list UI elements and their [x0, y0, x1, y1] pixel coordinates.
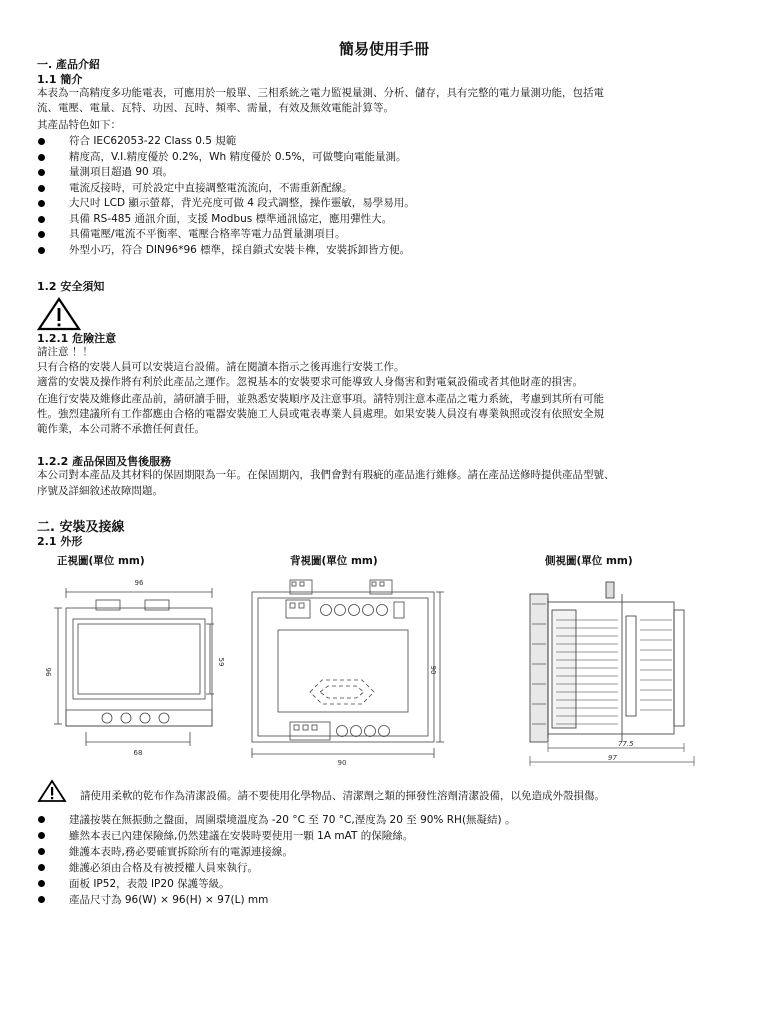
warranty-line-1: 本公司對本產品及其材料的保固期限為一年。在保固期內，我們會對有瑕疵的產品進行維修。請在產品送修時提供產品型號、: [37, 469, 615, 481]
bullet-icon: [38, 247, 45, 254]
bullet-icon: [38, 185, 45, 192]
front-view-drawing: [40, 572, 230, 767]
bullet-icon: [38, 816, 45, 823]
warning-triangle-icon: [37, 297, 81, 331]
bullet-icon: [38, 169, 45, 176]
dim-side-inner: 77.5: [618, 740, 634, 748]
list-item: 具備 RS-485 通訊介面，支援 Modbus 標準通訊協定，應用彈性大。: [37, 212, 415, 228]
side-view-label: 側視圖(單位 mm): [545, 555, 633, 567]
dim-front-window: 59: [217, 657, 225, 667]
list-item: 面板 IP52，表殼 IP20 保護等級。: [37, 876, 515, 892]
list-item: 電流反接時，可於設定中直接調整電流流向，不需重新配線。: [37, 181, 415, 197]
list-item: 維護本表時,務必要確實拆除所有的電源連接線。: [37, 844, 515, 860]
section-danger: 1.2.1 危險注意: [37, 332, 117, 345]
intro-line-1: 本表為一高精度多功能電表，可應用於一般單、三相系統之電力監視量測、分析、儲存，具有完整的電力量測功能，包括電: [37, 87, 604, 99]
list-item: 建議按裝在無振動之盤面，周圍環境溫度為 -20 °C 至 70 °C,溼度為 20 至 90% RH(無凝結) 。: [37, 812, 515, 828]
list-item: 雖然本表已內建保險絲,仍然建議在安裝時要使用一顆 1A mAT 的保險絲。: [37, 828, 515, 844]
warning-line-4: 性。強烈建議所有工作都應由合格的電器安裝施工人員或電表專業人員處理。如果安裝人員沒有專業執照或沒有依照安全規: [37, 408, 604, 420]
dim-back-width: 90: [337, 759, 347, 767]
intro-line-2: 流、電壓、電量、瓦特、功因、瓦時、頻率、需量，有效及無效電能計算等。: [37, 102, 394, 114]
bullet-icon: [38, 216, 45, 223]
bullet-icon: [38, 200, 45, 207]
list-item: 精度高，V.I.精度優於 0.2%，Wh 精度優於 0.5%，可做雙向電能量測。: [37, 150, 415, 166]
section-product-intro: 一. 產品介紹: [37, 58, 101, 71]
bullet-icon: [38, 896, 45, 903]
feature-list: [37, 134, 415, 258]
bullet-icon: [38, 880, 45, 887]
warning-line-3: 在進行安裝及維修此產品前，請研讀手冊，並熟悉安裝順序及注意事項。請特別注意本產品之電力系統，考慮到其所有可能: [37, 393, 604, 405]
list-item: 符合 IEC62053-22 Class 0.5 規範: [37, 134, 415, 150]
bullet-icon: [38, 231, 45, 238]
warning-line-0: 請注意 ！！: [37, 346, 93, 358]
features-intro: 其產品特色如下：: [37, 119, 121, 131]
dim-front-height: 96: [45, 667, 53, 677]
section-overview: 1.1 簡介: [37, 73, 83, 86]
dim-front-width: 96: [134, 579, 144, 587]
section-safety: 1.2 安全須知: [37, 280, 105, 293]
list-item: 產品尺寸為 96(W) × 96(H) × 97(L) mm: [37, 892, 515, 908]
bullet-icon: [38, 848, 45, 855]
front-view-label: 正視圖(單位 mm): [57, 555, 145, 567]
list-item: 維護必須由合格及有被授權人員來執行。: [37, 860, 515, 876]
dim-front-bottom: 68: [133, 749, 143, 757]
caution-triangle-icon: [37, 779, 67, 803]
warning-line-1: 只有合格的安裝人員可以安裝這台設備。請在閱讀本指示之後再進行安裝工作。: [37, 361, 405, 373]
section-outline: 2.1 外形: [37, 535, 83, 548]
list-item: 外型小巧，符合 DIN96*96 標準，採自鎖式安裝卡榫，安裝拆卸皆方便。: [37, 243, 415, 259]
back-view-drawing: [244, 572, 449, 772]
list-item: 大尺吋 LCD 顯示螢幕，背光亮度可做 4 段式調整，操作靈敏，易學易用。: [37, 196, 415, 212]
dim-side-total: 97: [608, 754, 617, 762]
dim-back-height: 90: [429, 665, 437, 675]
warning-line-2: 適當的安裝及操作將有利於此產品之運作。忽視基本的安裝要求可能導致人身傷害和對電氣設備或者其他財產的損害。: [37, 376, 583, 388]
cleaning-note: 請使用柔軟的乾布作為清潔設備。請不要使用化學物品、清潔劑之類的揮發性溶劑清潔設備，以免造成外殼損傷。: [80, 790, 605, 802]
section-warranty: 1.2.2 產品保固及售後服務: [37, 455, 172, 468]
notes-list: [37, 812, 515, 908]
bullet-icon: [38, 832, 45, 839]
back-view-label: 背視圖(單位 mm): [290, 555, 378, 567]
bullet-icon: [38, 138, 45, 145]
warranty-line-2: 序號及詳細敘述故障問題。: [37, 485, 163, 497]
section-installation: 二. 安裝及接線: [37, 520, 125, 535]
bullet-icon: [38, 154, 45, 161]
list-item: 量測項目超過 90 項。: [37, 165, 415, 181]
page-title: 簡易使用手冊: [338, 40, 429, 58]
list-item: 具備電壓/電流不平衡率、電壓合格率等電力品質量測項目。: [37, 227, 415, 243]
bullet-icon: [38, 864, 45, 871]
side-view-drawing: [522, 570, 702, 770]
warning-line-5: 範作業，本公司將不承擔任何責任。: [37, 423, 205, 435]
